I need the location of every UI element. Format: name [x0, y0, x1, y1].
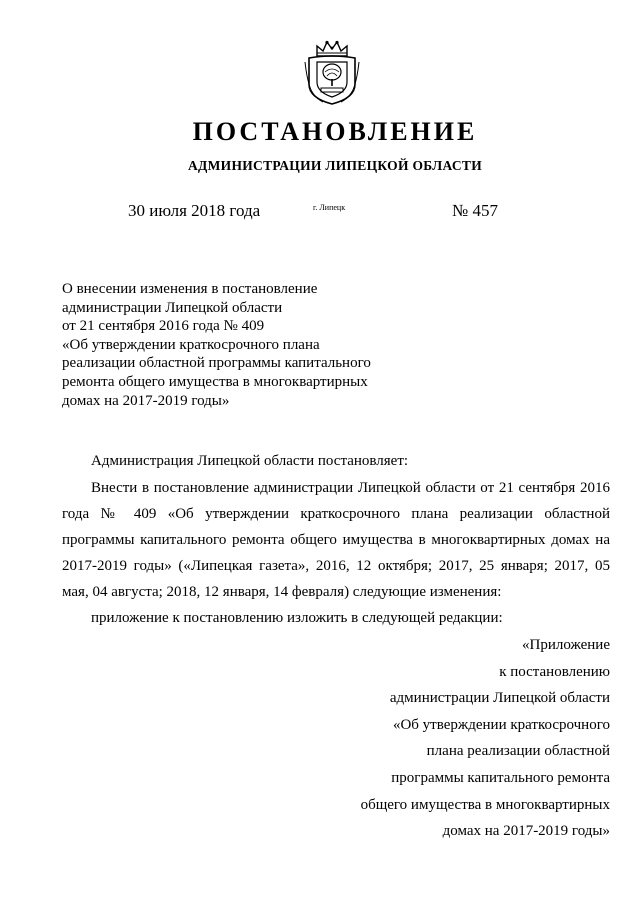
document-subject — [62, 280, 371, 410]
appendix-line: «Об утверждении краткосрочного — [392, 716, 610, 733]
appendix-line: к постановлению — [499, 663, 610, 680]
appendix-line: домах на 2017-2019 годы» — [442, 823, 610, 840]
appendix-line: общего имущества в многоквартирных — [360, 796, 610, 813]
subject-line: О внесении изменения в постановление — [62, 281, 318, 297]
appendix-line: администрации Липецкой области — [389, 690, 610, 707]
appendix-line: плана реализации областной — [426, 743, 610, 760]
subject-line: от 21 сентября 2016 года № 409 — [62, 318, 265, 335]
subject-line: «Об утверждении краткосрочного плана — [62, 336, 320, 353]
document-city: г. Липецк — [313, 203, 346, 212]
document-date: 30 июля 2018 года — [128, 201, 261, 220]
subject-line: домах на 2017-2019 годы» — [62, 392, 230, 409]
subject-line: ремонта общего имущества в многоквартирных — [62, 373, 368, 390]
document-subtitle: АДМИНИСТРАЦИИ ЛИПЕЦКОЙ ОБЛАСТИ — [187, 158, 483, 173]
subject-line: администрации Липецкой области — [62, 299, 283, 316]
subject-line: реализации областной программы капитального — [62, 355, 371, 372]
paragraph-line: 2017-2019 годы» («Липецкая газета», 2016, 12 октября; 2017, 25 января; 2017, 05 — [62, 558, 610, 574]
document-number: № 457 — [452, 201, 498, 220]
lipetsk-oblast-coat-of-arms-icon — [303, 40, 361, 106]
paragraph-line: мая, 04 августа; 2018, 12 января, 14 февраля) следующие изменения: — [62, 584, 502, 600]
paragraph-line: года № 409 «Об утверждении краткосрочного плана реализации областной — [62, 506, 610, 522]
preamble: Администрация Липецкой области постановляет: — [91, 453, 409, 469]
document-title: ПОСТАНОВЛЕНИЕ — [192, 117, 478, 146]
paragraph-line: Внести в постановление администрации Липецкой области от 21 сентября 2016 — [91, 480, 610, 496]
instruction-line: приложение к постановлению изложить в следующей редакции: — [91, 610, 503, 626]
appendix-line: программы капитального ремонта — [391, 769, 610, 786]
appendix-line: «Приложение — [521, 637, 610, 653]
appendix-heading — [361, 632, 610, 845]
paragraph-line: программы капитального ремонта общего имущества в многоквартирных домах на — [62, 532, 610, 548]
